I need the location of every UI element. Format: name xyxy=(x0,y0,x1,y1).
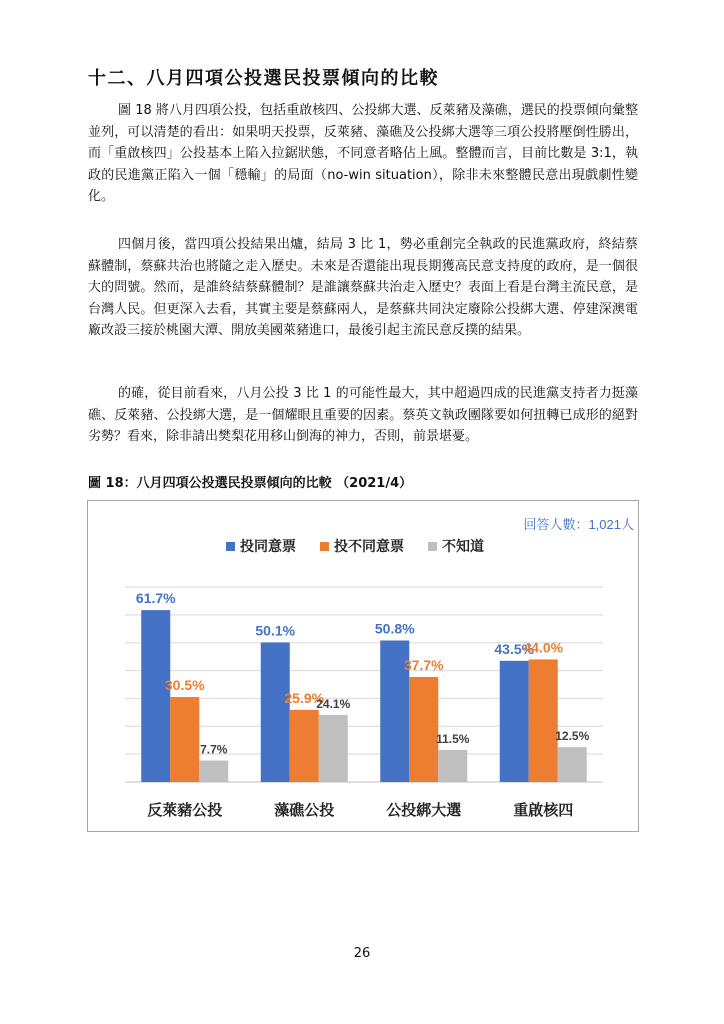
data-label: 61.7% xyxy=(135,590,176,607)
respondent-note: 回答人數：1,021人 xyxy=(523,517,634,532)
data-label: 12.5% xyxy=(555,729,590,744)
legend-label-3: 不知道 xyxy=(442,538,484,554)
bar xyxy=(500,661,529,782)
data-label: 11.5% xyxy=(436,731,470,746)
chart-canvas xyxy=(88,501,638,831)
category-label: 反萊豬公投 xyxy=(147,802,223,819)
data-label: 25.9% xyxy=(284,689,325,706)
section-title: 十二、八月四項公投選民投票傾向的比較 xyxy=(88,68,439,89)
legend-label-2: 投不同意票 xyxy=(334,538,404,554)
bar xyxy=(199,761,228,782)
bar xyxy=(529,659,558,782)
bar xyxy=(558,747,587,782)
bar xyxy=(438,750,467,782)
data-label: 50.1% xyxy=(255,622,296,639)
data-label: 37.7% xyxy=(403,656,444,673)
data-label: 50.8% xyxy=(374,620,415,637)
data-label: 43.5% xyxy=(494,640,535,657)
legend-swatch-1 xyxy=(226,542,235,551)
data-label: 7.7% xyxy=(200,742,228,757)
category-label: 公投綁大選 xyxy=(386,802,462,819)
bar-chart xyxy=(87,500,639,832)
bar xyxy=(409,677,438,782)
paragraph-3: 的確，從目前看來，八月公投 3 比 1 的可能性最大，其中超過四成的民進黨支持者力挺藻礁、反萊豬、公投綁大選，是一個耀眼且重要的因素。蔡英文執政團隊要如何扭轉已成形的絕對劣勢？看來，除非請出樊梨花用移山倒海的神力，否則，前景堪憂。 xyxy=(88,386,638,444)
legend-swatch-2 xyxy=(320,542,329,551)
legend-swatch-3 xyxy=(428,542,437,551)
category-label: 藻礁公投 xyxy=(274,802,335,819)
data-label: 24.1% xyxy=(316,696,351,711)
bar xyxy=(170,697,199,782)
data-label: 44.0% xyxy=(523,639,564,656)
bar xyxy=(319,715,348,782)
page-number: 26 xyxy=(353,946,371,961)
legend-label-1: 投同意票 xyxy=(240,538,296,554)
paragraph-1: 圖 18 將八月四項公投，包括重啟核四、公投綁大選、反萊豬及藻礁，選民的投票傾向彙整並列，可以清楚的看出：如果明天投票，反萊豬、藻礁及公投綁大選等三項公投將壓倒性勝出，而「重啟核四」公投基本上陷入拉鋸狀態，不同意者略佔上風。整體而言，目前比數是 3:1，執政的民進黨正陷入一個「穩輸」的局面（no-win situation），除非未來整體民意出現戲劇性變化。 xyxy=(88,103,638,204)
paragraph-2: 四個月後，當四項公投結果出爐，結局 3 比 1，勢必重創完全執政的民進黨政府，終結蔡蘇體制，蔡蘇共治也將隨之走入歷史。未來是否還能出現長期獲高民意支持度的政府，是一個很大的問號。然而，是誰終結蔡蘇體制？是誰讓蔡蘇共治走入歷史？表面上看是台灣主流民意，是台灣人民。但更深入去看，其實主要是蔡蘇兩人，是蔡蘇共同決定廢除公投綁大選、停建深澳電廠改設三接於桃園大潭、開放美國萊豬進口，最後引起主流民意反撲的結果。 xyxy=(88,237,638,338)
bar xyxy=(141,610,170,782)
data-label: 30.5% xyxy=(164,677,205,694)
bar xyxy=(261,642,290,782)
bar xyxy=(290,710,319,782)
category-label: 重啟核四 xyxy=(513,802,574,819)
figure-caption: 圖 18：八月四項公投選民投票傾向的比較 （2021/4） xyxy=(88,476,413,491)
